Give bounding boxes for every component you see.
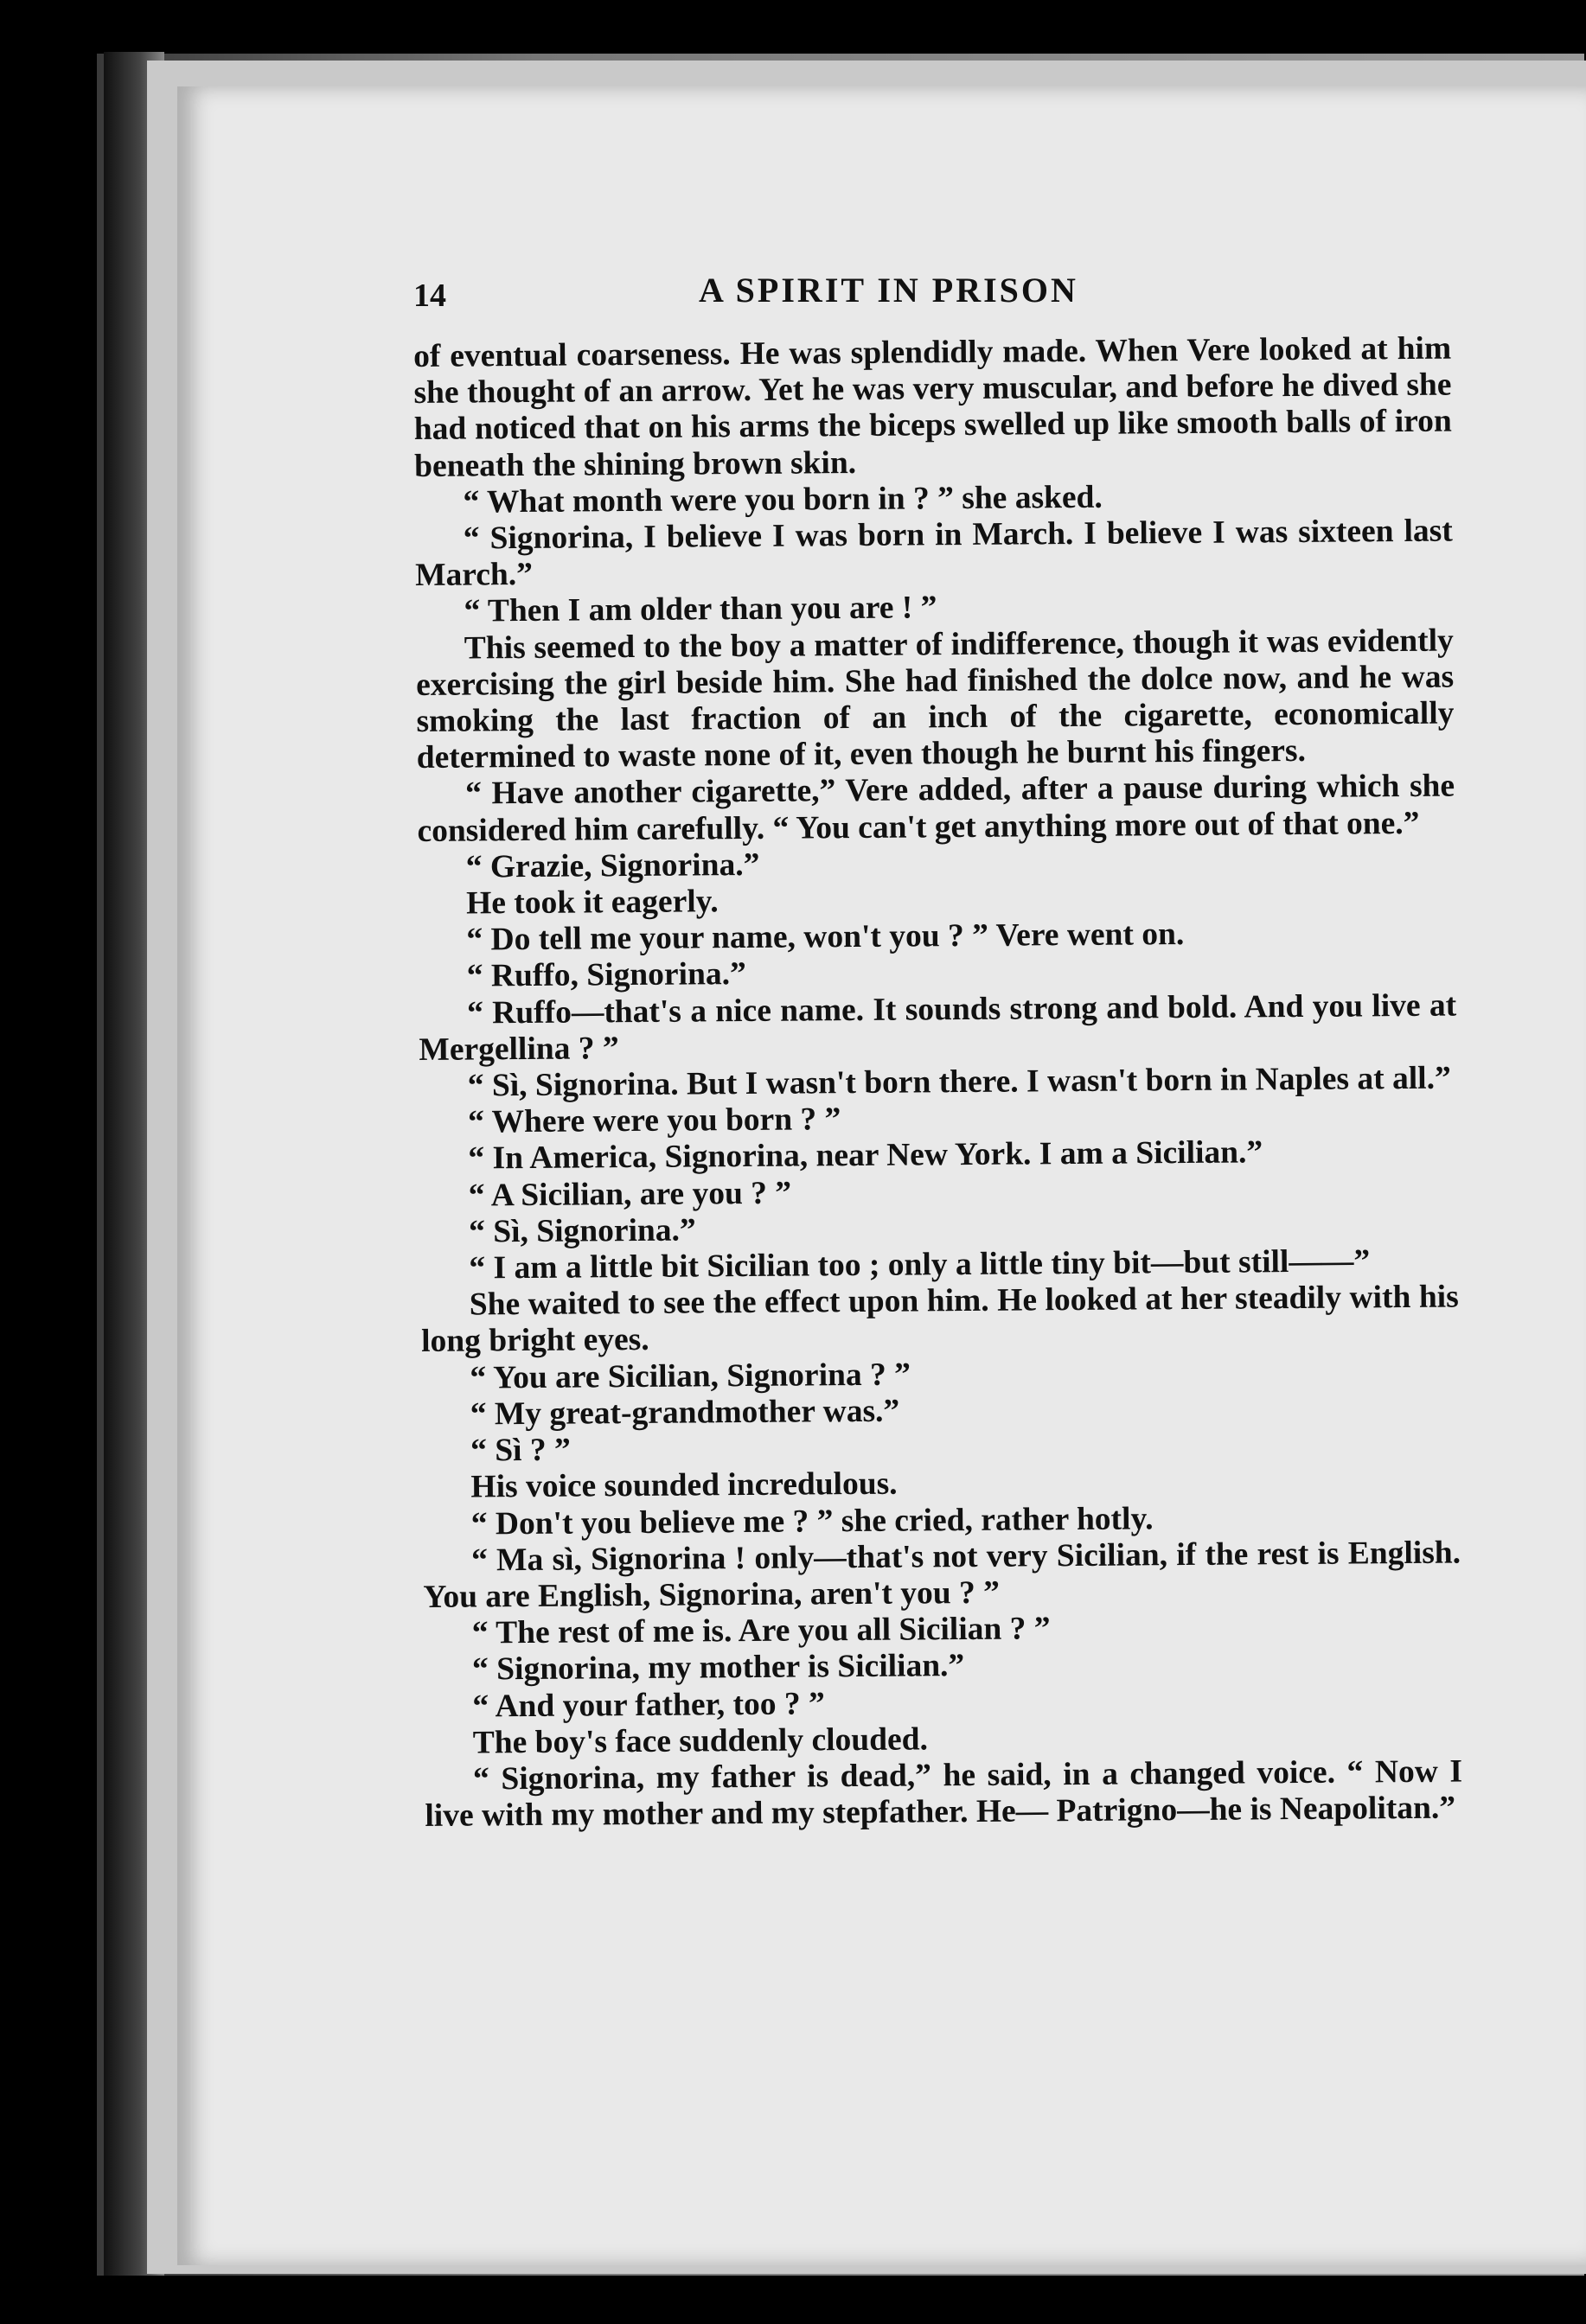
paragraph: “ Grazie, Signorina.” bbox=[465, 846, 760, 885]
paragraph: She waited to see the effect upon him. He looked at her steadily with his long bright eyes. bbox=[420, 1279, 1459, 1360]
paragraph: “ A Sicilian, are you ? ” bbox=[468, 1175, 792, 1214]
paragraph: “ Sì, Signorina. But I wasn't born there. I wasn't born in Naples at all.” bbox=[467, 1060, 1451, 1104]
paragraph: “ Sì, Signorina.” bbox=[468, 1212, 696, 1250]
paragraph: “ In America, Signorina, near New York. I am a Sicilian.” bbox=[468, 1134, 1263, 1177]
paragraph: “ Signorina, I believe I was born in March. I believe I was sixteen last March.” bbox=[414, 513, 1453, 594]
page-header bbox=[413, 266, 1451, 318]
paragraph: “ Ruffo, Signorina.” bbox=[466, 956, 746, 994]
paragraph: “ My great-grandmother was.” bbox=[470, 1393, 900, 1433]
paragraph: “ Sì ? ” bbox=[470, 1432, 571, 1469]
paragraph: He took it eagerly. bbox=[465, 884, 719, 922]
paragraph: “ And your father, too ? ” bbox=[472, 1685, 825, 1725]
paragraph: “ Ruffo—that's a nice name. It sounds strong and bold. And you live at Mergellina ? ” bbox=[419, 987, 1457, 1068]
paragraph: The boy's face suddenly clouded. bbox=[472, 1721, 929, 1761]
paragraph: “ Signorina, my father is dead,” he said, in a changed voice. “ Now I live with my mother and my stepfather. He— Patrigno—he is Neapolitan.” bbox=[425, 1753, 1463, 1835]
paragraph: of eventual coarseness. He was splendidly made. When Vere looked at him she thought of an arrow. Yet he was very muscular, and before he dived she had noticed that on his arms the biceps swelled up like smooth balls of iron beneath the shining brown skin. bbox=[413, 330, 1452, 484]
paragraph: “ Do tell me your name, won't you ? ” Vere went on. bbox=[466, 916, 1185, 958]
running-title: A SPIRIT IN PRISON bbox=[699, 271, 1078, 310]
paragraph: “ Signorina, my mother is Sicilian.” bbox=[471, 1648, 965, 1688]
scan-bottom-edge bbox=[0, 2276, 1586, 2324]
paragraph: “ Ma sì, Signorina ! only—that's not very Sicilian, if the rest is English. You are English, Signorina, aren't you ? ” bbox=[423, 1535, 1461, 1615]
paragraph: His voice sounded incredulous. bbox=[470, 1465, 898, 1505]
paragraph: “ Have another cigarette,” Vere added, after a pause during which she considered him carefully. “ You can't get anything more out of that one.” bbox=[417, 768, 1455, 849]
paragraph: “ Don't you believe me ? ” she cried, rather hotly. bbox=[470, 1500, 1154, 1542]
paragraph: “ You are Sicilian, Signorina ? ” bbox=[470, 1357, 911, 1396]
paragraph: This seemed to the boy a matter of indifference, though it was evidently exercising the girl beside him. She had finished the dolce now, and he was smoking the last fraction of an inch of the cigarette, economically determined to waste none of it, even though he burnt his fingers. bbox=[415, 622, 1455, 776]
paragraph: “ The rest of me is. Are you all Sicilian ? ” bbox=[471, 1611, 1051, 1651]
page-number: 14 bbox=[413, 278, 446, 314]
paragraph: “ What month were you born in ? ” she asked. bbox=[463, 479, 1103, 520]
paragraph: “ Where were you born ? ” bbox=[467, 1101, 841, 1140]
paragraph: “ Then I am older than you are ! ” bbox=[464, 590, 937, 629]
paragraph: “ I am a little bit Sicilian too ; only a little tiny bit—but still——” bbox=[469, 1243, 1371, 1286]
body-text bbox=[413, 331, 1463, 1836]
